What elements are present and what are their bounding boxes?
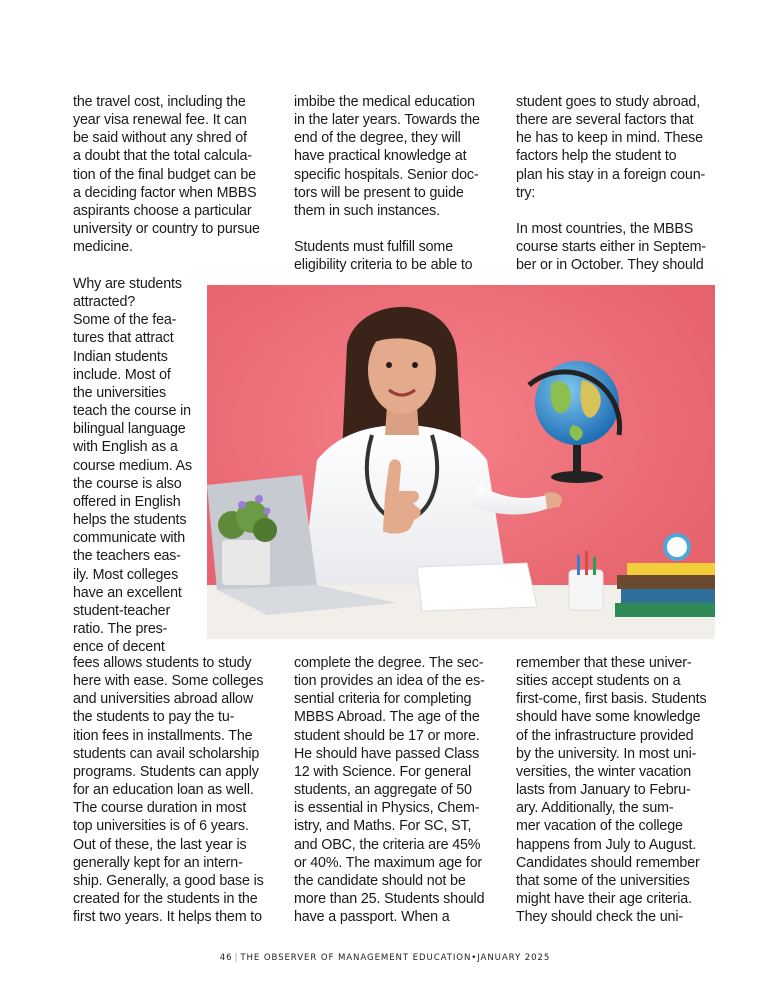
text-line: with English as a [73,439,178,456]
text-line: mer vacation of the college [516,818,683,835]
text-line: the teachers eas- [73,548,181,565]
text-line: generally kept for an intern- [73,854,243,871]
text-line: by the university. In most uni- [516,745,697,762]
col1-side-text [73,275,192,656]
text-line: be said without any shred of [73,130,247,147]
text-line: communicate with [73,530,186,547]
text-line: ence of decent [73,639,165,656]
text-line: medicine. [73,239,133,256]
text-line: tures that attract [73,330,174,347]
text-line: remember that these univer- [516,655,692,671]
text-line: might have their age criteria. [516,891,692,908]
text-line: happens from July to August. [516,836,697,853]
text-line: in the later years. Towards the [294,112,480,129]
text-line: ition fees in installments. The [73,727,253,744]
col1-bottom-paragraph [73,654,264,926]
text-line: a doubt that the total calcula- [73,148,252,165]
text-line: specific hospitals. Senior doc- [294,166,479,183]
text-line: factors help the student to [516,148,677,165]
text-line: year visa renewal fee. It can [73,112,247,129]
pencil-cup [569,570,603,610]
text-line: first two years. It helps them to [73,909,262,926]
book-stack [617,575,715,589]
text-line: students can avail scholarship [73,745,260,762]
text-line: ily. Most colleges [73,566,179,583]
text-line: more than 25. Students should [294,891,485,908]
text-line: the candidate should not be [294,872,466,889]
text-line: aspirants choose a particular [73,202,252,219]
text-line: and OBC, the criteria are 45% [294,836,481,853]
col2-paragraph-2 [294,238,480,274]
text-line: include. Most of [73,366,171,383]
col3-paragraph-1 [516,93,706,202]
text-line: for an education loan as well. [73,782,254,799]
text-line: should have some knowledge [516,709,701,726]
text-line: Out of these, the last year is [73,836,247,853]
text-line: Indian students [73,348,168,365]
text-line: ary. Additionally, the sum- [516,800,674,817]
text-line: have a passport. When a [294,909,450,926]
text-line: first-come, first basis. Students [516,691,707,708]
text-line: programs. Students can apply [73,763,259,780]
text-line: he has to keep in mind. These [516,130,703,147]
text-line: In most countries, the MBBS [516,221,694,238]
text-line: sential criteria for completing [294,691,472,708]
text-line: here with ease. Some colleges [73,673,264,690]
text-line: student should be 17 or more. [294,727,480,744]
col2-paragraph-1 [294,93,480,220]
text-line: ratio. The pres- [73,620,168,637]
text-line: of the infrastructure provided [516,727,694,744]
text-line: students, an aggregate of 50 [294,782,472,799]
text-line: ship. Generally, a good base is [73,872,264,889]
text-line: and universities abroad allow [73,691,254,708]
text-line: tion of the final budget can be [73,166,256,183]
text-line: imbibe the medical education [294,94,475,110]
text-line: lasts from January to Febru- [516,782,691,799]
text-line: sities accept students on a [516,673,681,690]
text-line: MBBS Abroad. The age of the [294,709,480,726]
text-line: complete the degree. The sec- [294,655,484,671]
text-line: Why are students [73,276,182,292]
text-line: have practical knowledge at [294,148,467,165]
text-line: created for the students in the [73,891,258,908]
text-line: Some of the fea- [73,312,177,329]
text-line: tors will be present to guide [294,184,464,201]
text-line: the travel cost, including the [73,94,246,110]
section-heading-why-attracted [73,275,192,311]
issue-date: JANUARY 2025 [477,953,551,963]
doctor-with-globe-photo [207,285,715,639]
text-line: have an excellent [73,584,182,601]
plant-pot [222,540,270,585]
text-line: is essential in Physics, Chem- [294,800,480,817]
text-line: them in such instances. [294,202,440,219]
text-line: course starts either in Septem- [516,239,707,256]
text-line: fees allows students to study [73,655,252,671]
col3-paragraph-2 [516,220,706,274]
text-line: The course duration in most [73,800,247,817]
text-line: a deciding factor when MBBS [73,184,257,201]
text-line: offered in English [73,493,181,510]
col3-bottom-paragraph [516,654,707,926]
text-line: top universities is of 6 years. [73,818,249,835]
text-line: ber or in October. They should [516,257,704,274]
text-line: eligibility criteria to be able to [294,257,473,274]
text-line: istry, and Maths. For SC, ST, [294,818,472,835]
col1-side-paragraph [73,311,192,656]
col2-bottom-paragraph [294,654,485,926]
text-line: course medium. As [73,457,193,474]
text-line: the course is also [73,475,182,492]
text-line: teach the course in [73,403,191,420]
col2-top-text [294,93,480,275]
text-line: 12 with Science. For general [294,763,471,780]
text-line: plan his stay in a foreign coun- [516,166,706,183]
text-line: attracted? [73,294,136,311]
publication-name: THE OBSERVER OF MANAGEMENT EDUCATION [240,953,472,963]
text-line: or 40%. The maximum age for [294,854,482,871]
page-footer: 46 | THE OBSERVER OF MANAGEMENT EDUCATION•JANUARY 2025 [219,953,551,963]
text-line: versities, the winter vacation [516,763,692,780]
col1-top-paragraph [73,93,260,256]
page-number: 46 [219,953,233,963]
text-line: that some of the universities [516,872,690,889]
text-line: end of the degree, they will [294,130,461,147]
text-line: try: [516,184,536,201]
text-line: the students to pay the tu- [73,709,235,726]
text-line: bilingual language [73,421,186,438]
text-line: tion provides an idea of the es- [294,673,485,690]
text-line: the universities [73,384,166,401]
text-line: student goes to study abroad, [516,94,701,110]
text-line: helps the students [73,512,187,529]
text-line: He should have passed Class [294,745,480,762]
text-line: student-teacher [73,602,171,619]
text-line: there are several factors that [516,112,694,129]
text-line: They should check the uni- [516,909,683,926]
text-line: university or country to pursue [73,221,260,238]
text-line: Students must fulfill some [294,239,453,256]
col3-top-text [516,93,706,275]
text-line: Candidates should remember [516,854,700,871]
